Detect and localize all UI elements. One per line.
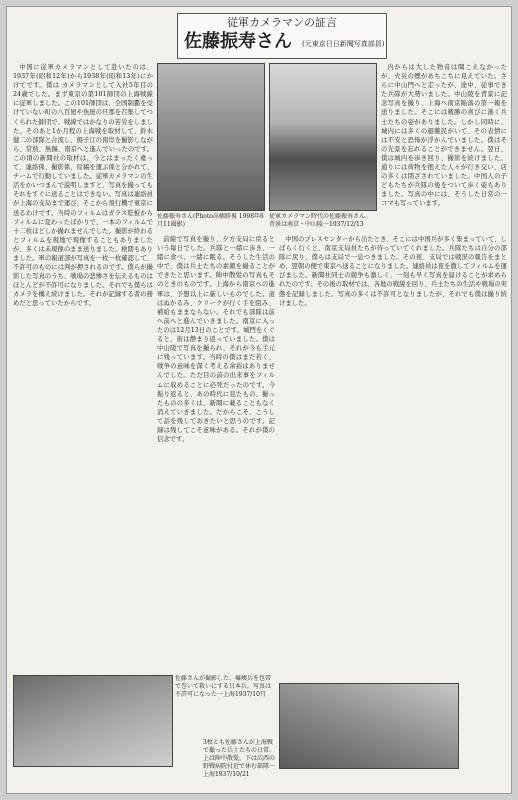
article-column-4: 中国のプレスセンターから出たとき、そこには中国兵が多く集まっていて、しばらく行くと、南京支局員たちが待っていてくれました。兵隊たちは自分の部隊に戻り、僕らは支局で一息つきました。その夜、支局では戦況の報告をまとめ、翌朝の便で東京へ送ることになりました。連絡員は夜を徹してフィルムを運びました。新聞社同士の競争も激しく、一刻も早く写真を届けることが求められたのです。その後の取材では、各地の戦線を回り、兵士たちの生活や戦場の実態を記録しました。写真の多くは不許可となりましたが、それでも僕は撮り続けました。 [279, 236, 507, 307]
series-title: 従軍カメラマンの証言 [227, 16, 337, 29]
article-column-2: 前線で写真を撮り、夕方支局に戻るという毎日でした。兵隊と一緒に歩き、一緒に食べ、一緒に眠る。そうした生活の中で、僕は兵士たちの素顔を撮ることができたと思います。陣中散髪の写真もそのときのものです。上海から南京への進軍は、予想以上に厳しいものでした。道はぬかるみ、クリークが行く手を阻み、補給もままならない。それでも部隊は前へ前へと進んでいきました。南京に入ったのは12月13日のことです。城門をくぐると、街は静まり返っていました。僕は中山陵で写真を撮られ、それが今も手元に残っています。当時の僕はまだ若く、戦争の意味を深く考える余裕はありませんでした。ただ目の前の出来事をフィルムに収めることに必死だったのです。今振り返ると、あの時代に見たもの、撮ったものの多くは、新聞に載ることもなく消えていきました。だからこそ、こうして話を残しておきたいと思うのです。記録は残してこそ意味がある。それが僕の信念です。 [157, 236, 275, 444]
war-photo-right [279, 683, 459, 769]
portrait-caption: 佐藤振寿さん(Photo高橋勝視 1998年6月11撮影) [157, 213, 264, 228]
article-header [177, 13, 387, 59]
article-column-1: 中国に従軍カメラマンとして赴いたのは、1937年(昭和12年)から1938年(昭和13年)にかけてです。僕は カメラマンとして入社5年目の24歳でした。まず東京の第101師団の上海戦線に従軍しました。この101師団は、全国制覇を受けていない町の八百屋や魚屋の旦那を召集してつくられた師団で、戦線ではかなりの苦労をしました。そのあと1か月程の上海戦を取材して、鈴木健二の部隊と合流し、揚子江の南岸を撮影しながら、常熟、無錫、南京へと進んでいったのです。この頃の新聞社の取材は、今とはまったく違って、連絡係、撮影係、原稿を運ぶ係と分かれて、チームで行動していました。従軍カメラマンの生活をかいつまんで説明しますと、写真を撮ってもそれをすぐに送ることはできない。写真は連絡員が上海の支局まで運び、そこから飛行機で東京に送るわけです。当時のフィルムはガラス乾板からフィルムに変わったばかりで、一本のフィルムで十二枚ほどしか撮れませんでした。撮影が終わるとフィルムを現地で現像することもありましたが、多くは未現像のまま送りました。検閲もありました。軍の報道部が写真を一枚一枚確認して、不許可のものには判が押されるのです。僕らが撮影した写真のうち、戦場の悲惨さを伝えるものはほとんどが不許可になりました。それでも僕らはカメラを構え続けました。それが記録する者の務めだと思っていたからです。 [13, 64, 153, 308]
war-photo-right-caption: 3枚とも佐藤さんが上海戦で撮った兵士たちの日常。上は陣中散髪。下は広西の野戦病院付近で休む部隊一上海1937/10/21 [203, 739, 275, 778]
interviewee-affiliation: (元東京日日新聞写真部員) [302, 40, 385, 48]
article-column-3: 内からは大した物音は聞こえなかったが、火災の煙があちこちに見えていた。さらに中山門へと走ったが、途中、従事できた兵隊が大勢いました。中山陵を背景に記念写真を撮り、上海へ南京陥落の第一報を送りました。そこには戦勝の喜びに沸く兵士たちの姿がありました。しかし同時に、城内には多くの避難民がいて、その表情には不安と恐怖が浮かんでいました。僕はその光景を忘れることができません。翌日、僕は城内を歩き回り、撮影を続けました。通りには荷物を抱えた人々が行き交い、店の多くは閉ざされていました。中国人の子どもたちが兵隊の後をついて歩く姿もありました。写真の中には、そうした日常の一コマも写っています。 [381, 64, 507, 208]
portrait-photo [157, 63, 265, 211]
war-photo-left-caption: 佐藤さんが撮影した、爆痍兵を包帯で巻いて救いにする日本兵。写真は不許可になった一上海1937/10月 [175, 675, 272, 698]
nanjing-caption: 従軍カメラマン時代の佐藤振寿さん。背景は南京・中山陵一1937/12/13 [269, 213, 372, 228]
war-photo-left [13, 675, 173, 767]
newspaper-page [6, 6, 512, 794]
interviewee-name: 佐藤振寿さん [184, 31, 292, 52]
nanjing-photo [269, 63, 377, 211]
